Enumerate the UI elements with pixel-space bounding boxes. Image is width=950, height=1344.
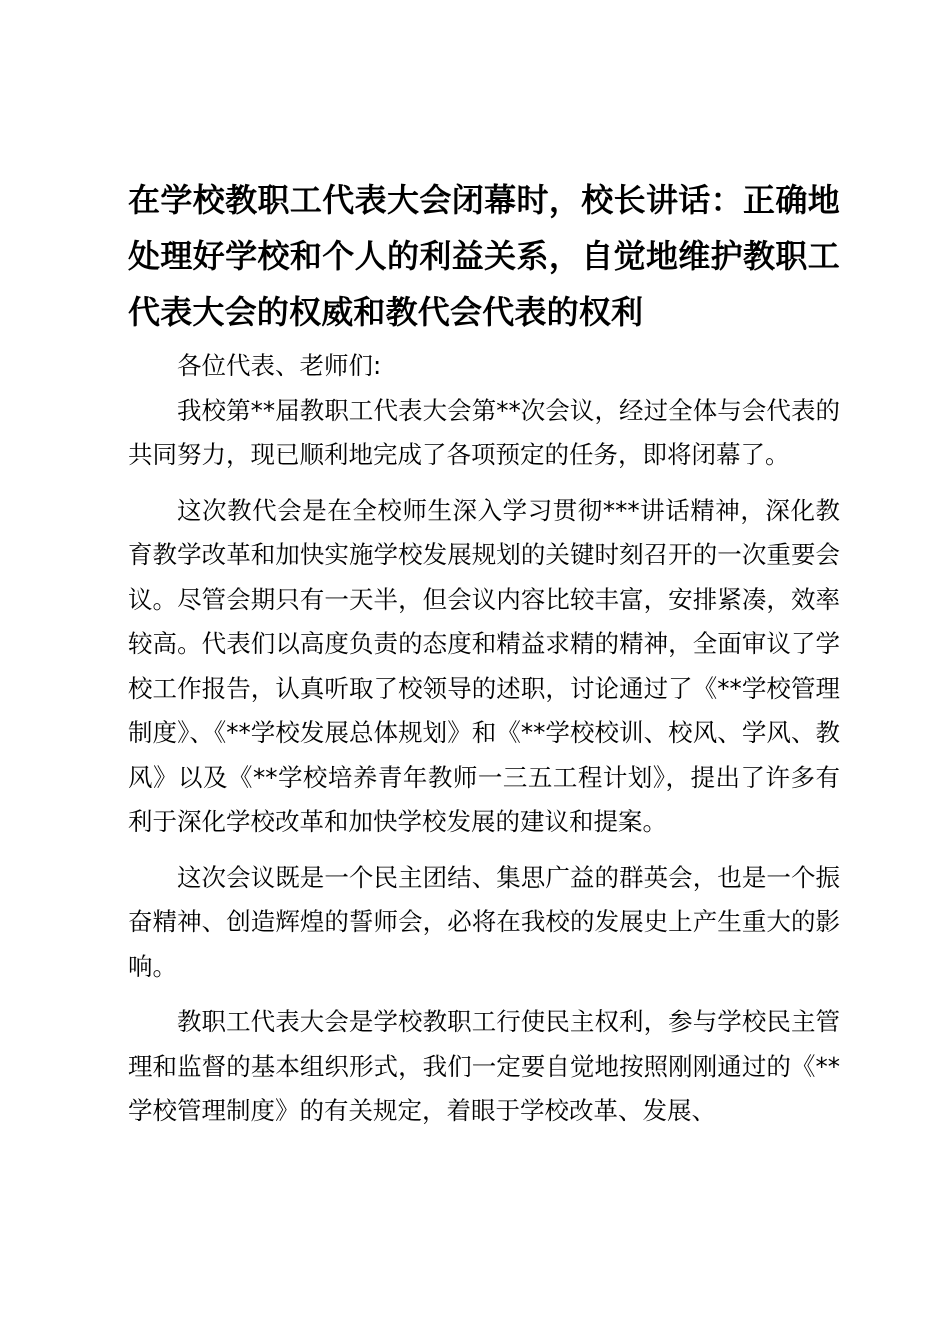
paragraph: 这次教代会是在全校师生深入学习贯彻***讲话精神，深化教育教学改革和加快实施学校发展规划的关键时刻召开的一次重要会议。尽管会期只有一天半，但会议内容比较丰富，安排紧凑，效率较高。代表们以高度负责的态度和精益求精的精神，全面审议了学校工作报告，认真听取了校领导的述职，讨论通过了《**学校管理制度》、《**学校发展总体规划》和《**学校校训、校风、学风、教风》以及《**学校培养青年教师一三五工程计划》，提出了许多有利于深化学校改革和加快学校发展的建议和提案。 [128, 495, 840, 836]
document-body [128, 344, 840, 1134]
paragraph: 我校第**届教职工代表大会第**次会议，经过全体与会代表的共同努力，现已顺利地完成了各项预定的任务，即将闭幕了。 [128, 395, 840, 469]
document-page [128, 172, 840, 1145]
salutation: 各位代表、老师们: [177, 351, 382, 380]
paragraph: 这次会议既是一个民主团结、集思广益的群英会，也是一个振奋精神、创造辉煌的誓师会，必将在我校的发展史上产生重大的影响。 [128, 862, 840, 981]
paragraph: 教职工代表大会是学校教职工行使民主权利，参与学校民主管理和监督的基本组织形式，我们一定要自觉地按照刚刚通过的《**学校管理制度》的有关规定，着眼于学校改革、发展、 [128, 1007, 840, 1125]
document-title: 在学校教职工代表大会闭幕时，校长讲话：正确地处理好学校和个人的利益关系，自觉地维护教职工代表大会的权威和教代会代表的权利 [128, 181, 840, 331]
